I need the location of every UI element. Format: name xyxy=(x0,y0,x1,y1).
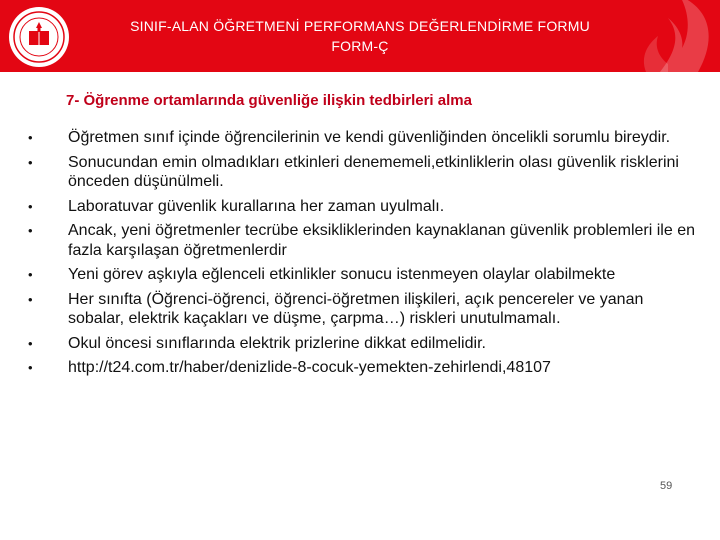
form-title-line-1: SINIF-ALAN ÖĞRETMENİ PERFORMANS DEĞERLENDİRME FORMU xyxy=(130,18,590,34)
list-item-text: Her sınıfta (Öğrenci-öğrenci, öğrenci-öğretmen ilişkileri, açık pencereler ve yanan sobalar, elektrik kaçakları ve düşme, çarpma…) riskleri unutulmamalı. xyxy=(68,290,644,327)
section-title: 7- Öğrenme ortamlarında güvenliğe ilişkin tedbirleri alma xyxy=(66,92,472,109)
bullet-icon: • xyxy=(28,130,33,145)
meb-seal-icon xyxy=(8,6,70,68)
form-title-line-2: FORM-Ç xyxy=(331,38,389,54)
list-item xyxy=(28,221,698,260)
bullet-icon: • xyxy=(28,360,33,375)
header-banner xyxy=(0,0,720,72)
list-item xyxy=(28,153,698,192)
list-item-text: http://t24.com.tr/haber/denizlide-8-cocuk-yemekten-zehirlendi,48107 xyxy=(68,359,551,376)
list-item xyxy=(28,265,698,285)
list-item-text: Sonucundan emin olmadıkları etkinleri denememeli,etkinliklerin olası güvenlik risklerini önceden düşünülmeli. xyxy=(68,153,679,190)
list-item xyxy=(28,128,698,148)
list-item-text: Okul öncesi sınıflarında elektrik prizlerine dikkat edilmelidir. xyxy=(68,334,486,352)
list-item xyxy=(28,334,698,354)
list-item xyxy=(28,358,698,378)
bullet-icon: • xyxy=(28,335,33,351)
list-item-text: Yeni görev aşkıyla eğlenceli etkinlikler sonucu istenmeyen olaylar olabilmekte xyxy=(68,266,616,283)
bullet-icon: • xyxy=(28,291,33,307)
form-title xyxy=(90,16,630,56)
bullet-icon: • xyxy=(28,198,33,214)
list-item-text: Ancak, yeni öğretmenler tecrübe eksikliklerinden kaynaklanan güvenlik problemleri ile en fazla karşılaşan öğretmenlerdir xyxy=(68,222,695,259)
bullet-list xyxy=(28,128,698,383)
list-item-text: Öğretmen sınıf içinde öğrencilerinin ve kendi güvenliğinden öncelikli sorumlu bireydir. xyxy=(68,129,671,146)
list-item-text: Laboratuvar güvenlik kurallarına her zaman uyulmalı. xyxy=(68,197,445,215)
bullet-icon: • xyxy=(28,267,33,282)
list-item xyxy=(28,197,698,217)
bullet-icon: • xyxy=(28,223,33,238)
flame-decoration-icon xyxy=(620,0,720,72)
page-number: 59 xyxy=(660,480,673,492)
list-item xyxy=(28,290,698,329)
bullet-icon: • xyxy=(28,154,33,170)
